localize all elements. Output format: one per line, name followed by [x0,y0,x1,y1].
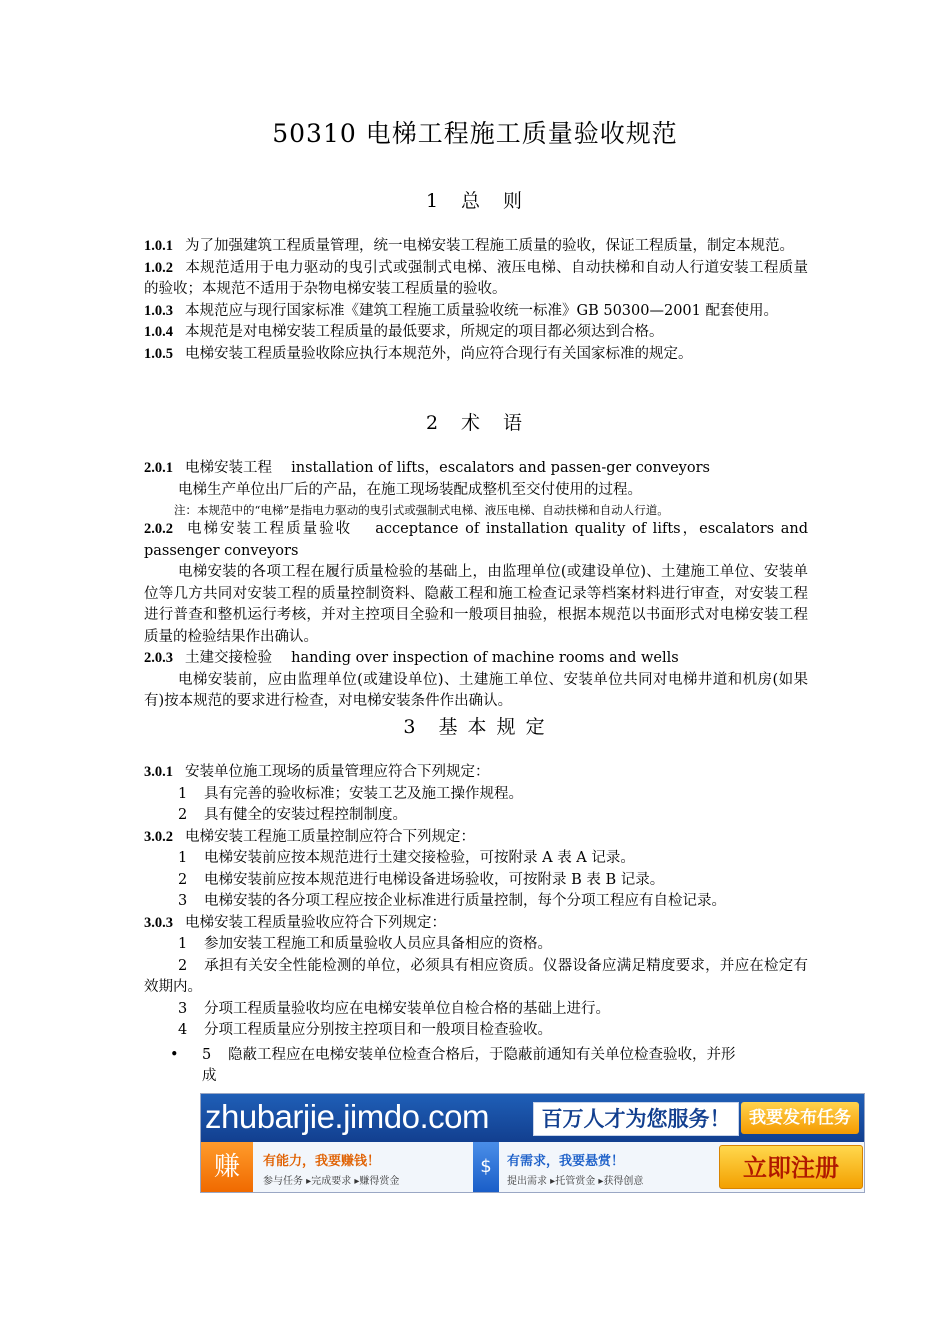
list-number: 3 [178,893,188,909]
clause-number: 2.0.1 [144,460,173,476]
clause-text: 为了加强建筑工程质量管理，统一电梯安装工程施工质量的验收，保证工程质量，制定本规范。 [185,238,794,254]
chapter-1-body [144,236,808,365]
clause-number: 1.0.3 [144,302,173,319]
clause-3-0-3 [144,913,808,935]
term-title: 土建交接检验 handing over inspection of machine rooms and wells [185,650,679,666]
list-number: 1 [178,936,188,952]
list-text: 电梯安装前应按本规范进行土建交接检验，可按附录 A 表 A 记录。 [204,850,635,866]
clause-text: 电梯安装工程质量验收应符合下列规定： [185,914,446,931]
term-definition: 电梯生产单位出厂后的产品，在施工现场装配成整机至交付使用的过程。 [178,481,642,498]
list-item [144,934,808,956]
chapter-3-heading: 3 基 本 规 定 [403,716,547,738]
ad-top-bar [201,1094,864,1142]
chapter-2-body [144,458,808,713]
term-2-0-2 [144,519,808,562]
term-definition: 电梯安装的各项工程在履行质量检验的基础上，由监理单位(或建设单位)、土建施工单位、安装单位等几方共同对安装工程的质量控制资料、隐蔽工程和施工检查记录等档案材料进行审查，对安装工程进行普查和整机运行考核，并对主控项目全验和一般项目抽验，根据本规范以书面形式对电梯安装工程质量的检验结果作出确认。 [144,564,808,645]
clause-1-0-5 [144,344,808,366]
clause-1-0-2 [144,258,808,301]
clause-number: 3.0.2 [144,828,173,845]
list-item [144,891,808,913]
clause-text: 电梯安装工程施工质量控制应符合下列规定： [185,828,475,845]
clause-number: 2.0.2 [144,521,173,537]
list-number: 2 [178,957,188,974]
term-note: 注：本规范中的“电梯”是指电力驱动的曳引式或强制式电梯、液压电梯、自动扶梯和自动人行道。 [174,503,669,517]
register-button[interactable]: 立即注册 [719,1145,863,1189]
clause-text: 本规范适用于电力驱动的曳引式或强制式电梯、液压电梯、自动扶梯和自动人行道安装工程质量的验收；本规范不适用于杂物电梯安装工程质量的验收。 [144,259,808,297]
earn-title[interactable]: 有能力，我要赚钱！ [263,1154,381,1169]
term-2-0-1 [144,458,808,480]
bullet-icon: • [170,1046,179,1063]
earn-icon: 赚 [201,1142,253,1192]
chapter-2-heading: 2 术 语 [425,412,525,434]
ad-slogan: 百万人才为您服务！ [533,1102,739,1136]
list-item [144,848,808,870]
list-number: 2 [178,871,188,888]
post-task-button[interactable]: 我要发布任务 [741,1102,859,1134]
clause-3-0-1 [144,762,808,784]
clause-number: 2.0.3 [144,650,173,666]
clause-text: 本规范是对电梯安装工程质量的最低要求，所规定的项目都必须达到合格。 [185,324,664,340]
clause-number: 1.0.1 [144,238,173,254]
list-text: 具有健全的安装过程控制制度。 [204,807,407,823]
list-item [144,870,808,892]
list-text: 电梯安装前应按本规范进行电梯设备进场验收，可按附录 B 表 B 记录。 [204,871,665,888]
list-item [144,805,808,827]
clause-number: 3.0.1 [144,764,173,780]
list-number: 5 [202,1046,212,1063]
clause-3-0-2 [144,827,808,849]
list-item [144,784,808,806]
clause-number: 1.0.2 [144,259,173,276]
list-text: 参加安装工程施工和质量验收人员应具备相应的资格。 [204,936,552,952]
need-title[interactable]: 有需求，我要悬赏！ [507,1154,625,1169]
clause-number: 1.0.5 [144,345,173,362]
clause-number: 3.0.3 [144,914,173,931]
bullet-list-item [144,1045,808,1067]
list-item [144,956,808,999]
list-number: 1 [178,785,188,802]
list-text: 电梯安装的各分项工程应按企业标准进行质量控制，每个分项工程应有自检记录。 [204,893,726,909]
list-item [144,999,808,1021]
list-number: 2 [178,807,188,823]
clause-text: 安装单位施工现场的质量管理应符合下列规定： [185,764,490,780]
ad-banner[interactable] [200,1093,865,1193]
list-number: 1 [178,850,188,866]
list-text: 分项工程质量应分别按主控项目和一般项目检查验收。 [204,1022,552,1038]
clause-text: 电梯安装工程质量验收除应执行本规范外，尚应符合现行有关国家标准的规定。 [185,345,693,362]
term-title: 电梯安装工程质量验收 acceptance of installation quality of lifts，escalators and passenger conveyors [144,521,808,559]
term-title: 电梯安装工程 installation of lifts，escalators and passen-ger conveyors [185,460,710,476]
list-text: 具有完善的验收标准；安装工艺及施工操作规程。 [204,785,523,802]
chapter-3-body [144,762,808,1088]
reward-icon: $ [473,1142,499,1192]
ad-domain[interactable]: zhubarjie.jimdo.com [205,1098,489,1135]
bullet-continuation: 成 [202,1068,217,1084]
clause-1-0-4 [144,322,808,344]
ad-bottom-bar [201,1142,864,1192]
clause-1-0-1 [144,236,808,258]
earn-subtitle: 参与任务 ▸完成要求 ▸赚得赏金 [263,1176,400,1187]
list-number: 4 [178,1022,188,1038]
need-subtitle: 提出需求 ▸托管赏金 ▸获得创意 [507,1176,644,1187]
chapter-1-heading: 1 总 则 [425,190,525,212]
clause-text: 本规范应与现行国家标准《建筑工程施工质量验收统一标准》GB 50300—2001 配套使用。 [185,302,778,319]
clause-1-0-3 [144,301,808,323]
term-definition: 电梯安装前，应由监理单位(或建设单位)、土建施工单位、安装单位共同对电梯井道和机房(如果有)按本规范的要求进行检查，对电梯安装条件作出确认。 [144,671,808,709]
list-text: 隐蔽工程应在电梯安装单位检查合格后，于隐蔽前通知有关单位检查验收，并形 [228,1046,736,1063]
list-number: 3 [178,1000,188,1017]
list-text: 分项工程质量验收均应在电梯安装单位自检合格的基础上进行。 [204,1000,610,1017]
list-text: 承担有关安全性能检测的单位，必须具有相应资质。仪器设备应满足精度要求，并应在检定有效期内。 [144,957,808,995]
list-item [144,1020,808,1042]
clause-number: 1.0.4 [144,324,173,340]
page-title: 50310 电梯工程施工质量验收规范 [272,119,678,148]
term-2-0-3 [144,648,808,670]
